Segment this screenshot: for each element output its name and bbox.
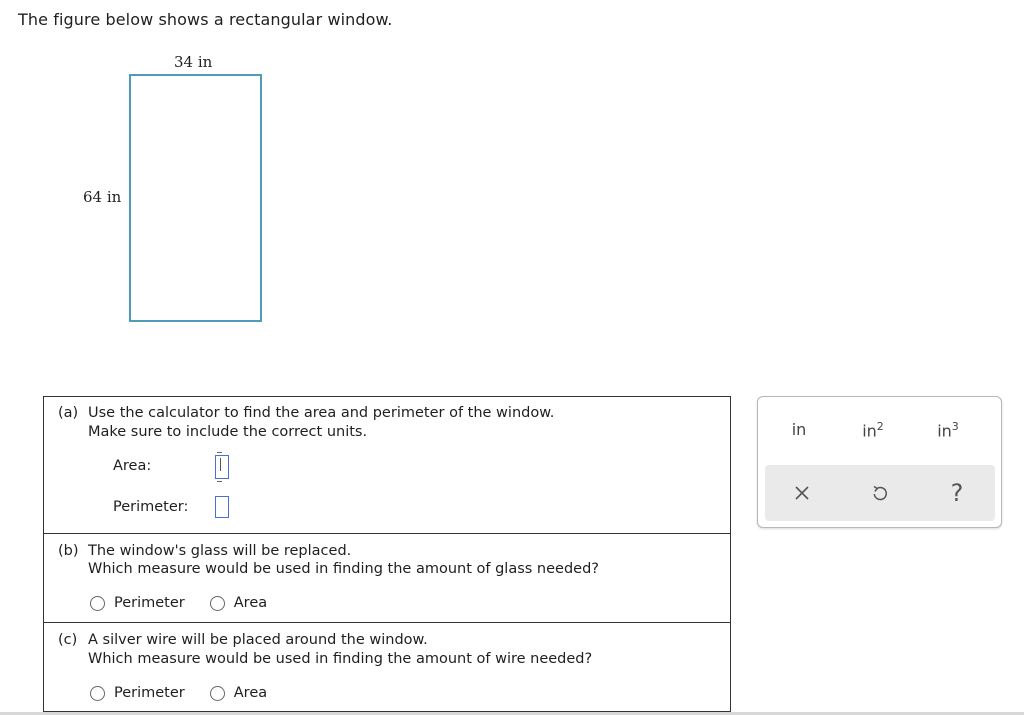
- part-c-area-radio[interactable]: [210, 686, 225, 701]
- clear-button[interactable]: [782, 477, 822, 509]
- unit-in-label: in: [791, 420, 807, 439]
- part-c-area-label[interactable]: Area: [233, 685, 268, 701]
- unit-in3-exponent: 3: [951, 420, 959, 433]
- part-c-perimeter-radio[interactable]: [90, 686, 105, 701]
- part-b-letter: (b): [58, 543, 79, 559]
- part-c-line2: Which measure would be used in finding the amount of wire needed?: [88, 651, 593, 667]
- part-b-area-label[interactable]: Area: [233, 595, 268, 611]
- cursor-bottom-mark: [217, 481, 222, 482]
- undo-button[interactable]: [860, 477, 900, 509]
- part-a-line2: Make sure to include the correct units.: [88, 424, 368, 440]
- area-label: Area:: [113, 458, 152, 474]
- undo-icon: [871, 484, 889, 502]
- unit-in3-button[interactable]: [928, 420, 968, 440]
- unit-in3-base: in: [937, 421, 952, 441]
- part-c-options: [90, 685, 292, 701]
- question-panel: [43, 396, 731, 712]
- part-b-line2: Which measure would be used in finding the amount of glass needed?: [88, 561, 599, 577]
- part-b-perimeter-label[interactable]: Perimeter: [114, 595, 185, 611]
- part-a-section: [44, 397, 730, 534]
- height-label: 64 in: [83, 188, 122, 206]
- help-icon: ?: [950, 479, 964, 507]
- unit-in2-base: in: [862, 421, 877, 441]
- area-answer-box[interactable]: [215, 455, 229, 479]
- part-b-perimeter-radio[interactable]: [90, 596, 105, 611]
- part-c-perimeter-label[interactable]: Perimeter: [114, 685, 185, 701]
- close-icon: [795, 486, 809, 500]
- part-c-letter: (c): [58, 632, 78, 648]
- intro-text: The figure below shows a rectangular window.: [18, 10, 393, 29]
- perimeter-answer-box[interactable]: [215, 496, 229, 518]
- help-button[interactable]: [937, 477, 977, 509]
- perimeter-label: Perimeter:: [113, 499, 189, 515]
- window-rectangle: [129, 74, 262, 322]
- part-a-line1: Use the calculator to find the area and perimeter of the window.: [88, 405, 555, 421]
- cursor-top-mark: [217, 452, 222, 453]
- unit-palette: [757, 396, 1002, 528]
- part-b-section: [44, 534, 730, 623]
- part-b-options: [90, 595, 292, 611]
- part-c-section: [44, 623, 730, 711]
- width-label: 34 in: [174, 53, 213, 71]
- unit-in2-exponent: 2: [876, 420, 884, 433]
- unit-in-button[interactable]: [779, 420, 819, 439]
- pad-action-bar: [765, 465, 995, 521]
- part-c-line1: A silver wire will be placed around the window.: [88, 632, 428, 648]
- part-b-area-radio[interactable]: [210, 596, 225, 611]
- unit-in2-button[interactable]: [853, 420, 893, 440]
- part-b-line1: The window's glass will be replaced.: [88, 543, 352, 559]
- part-a-letter: (a): [58, 405, 79, 421]
